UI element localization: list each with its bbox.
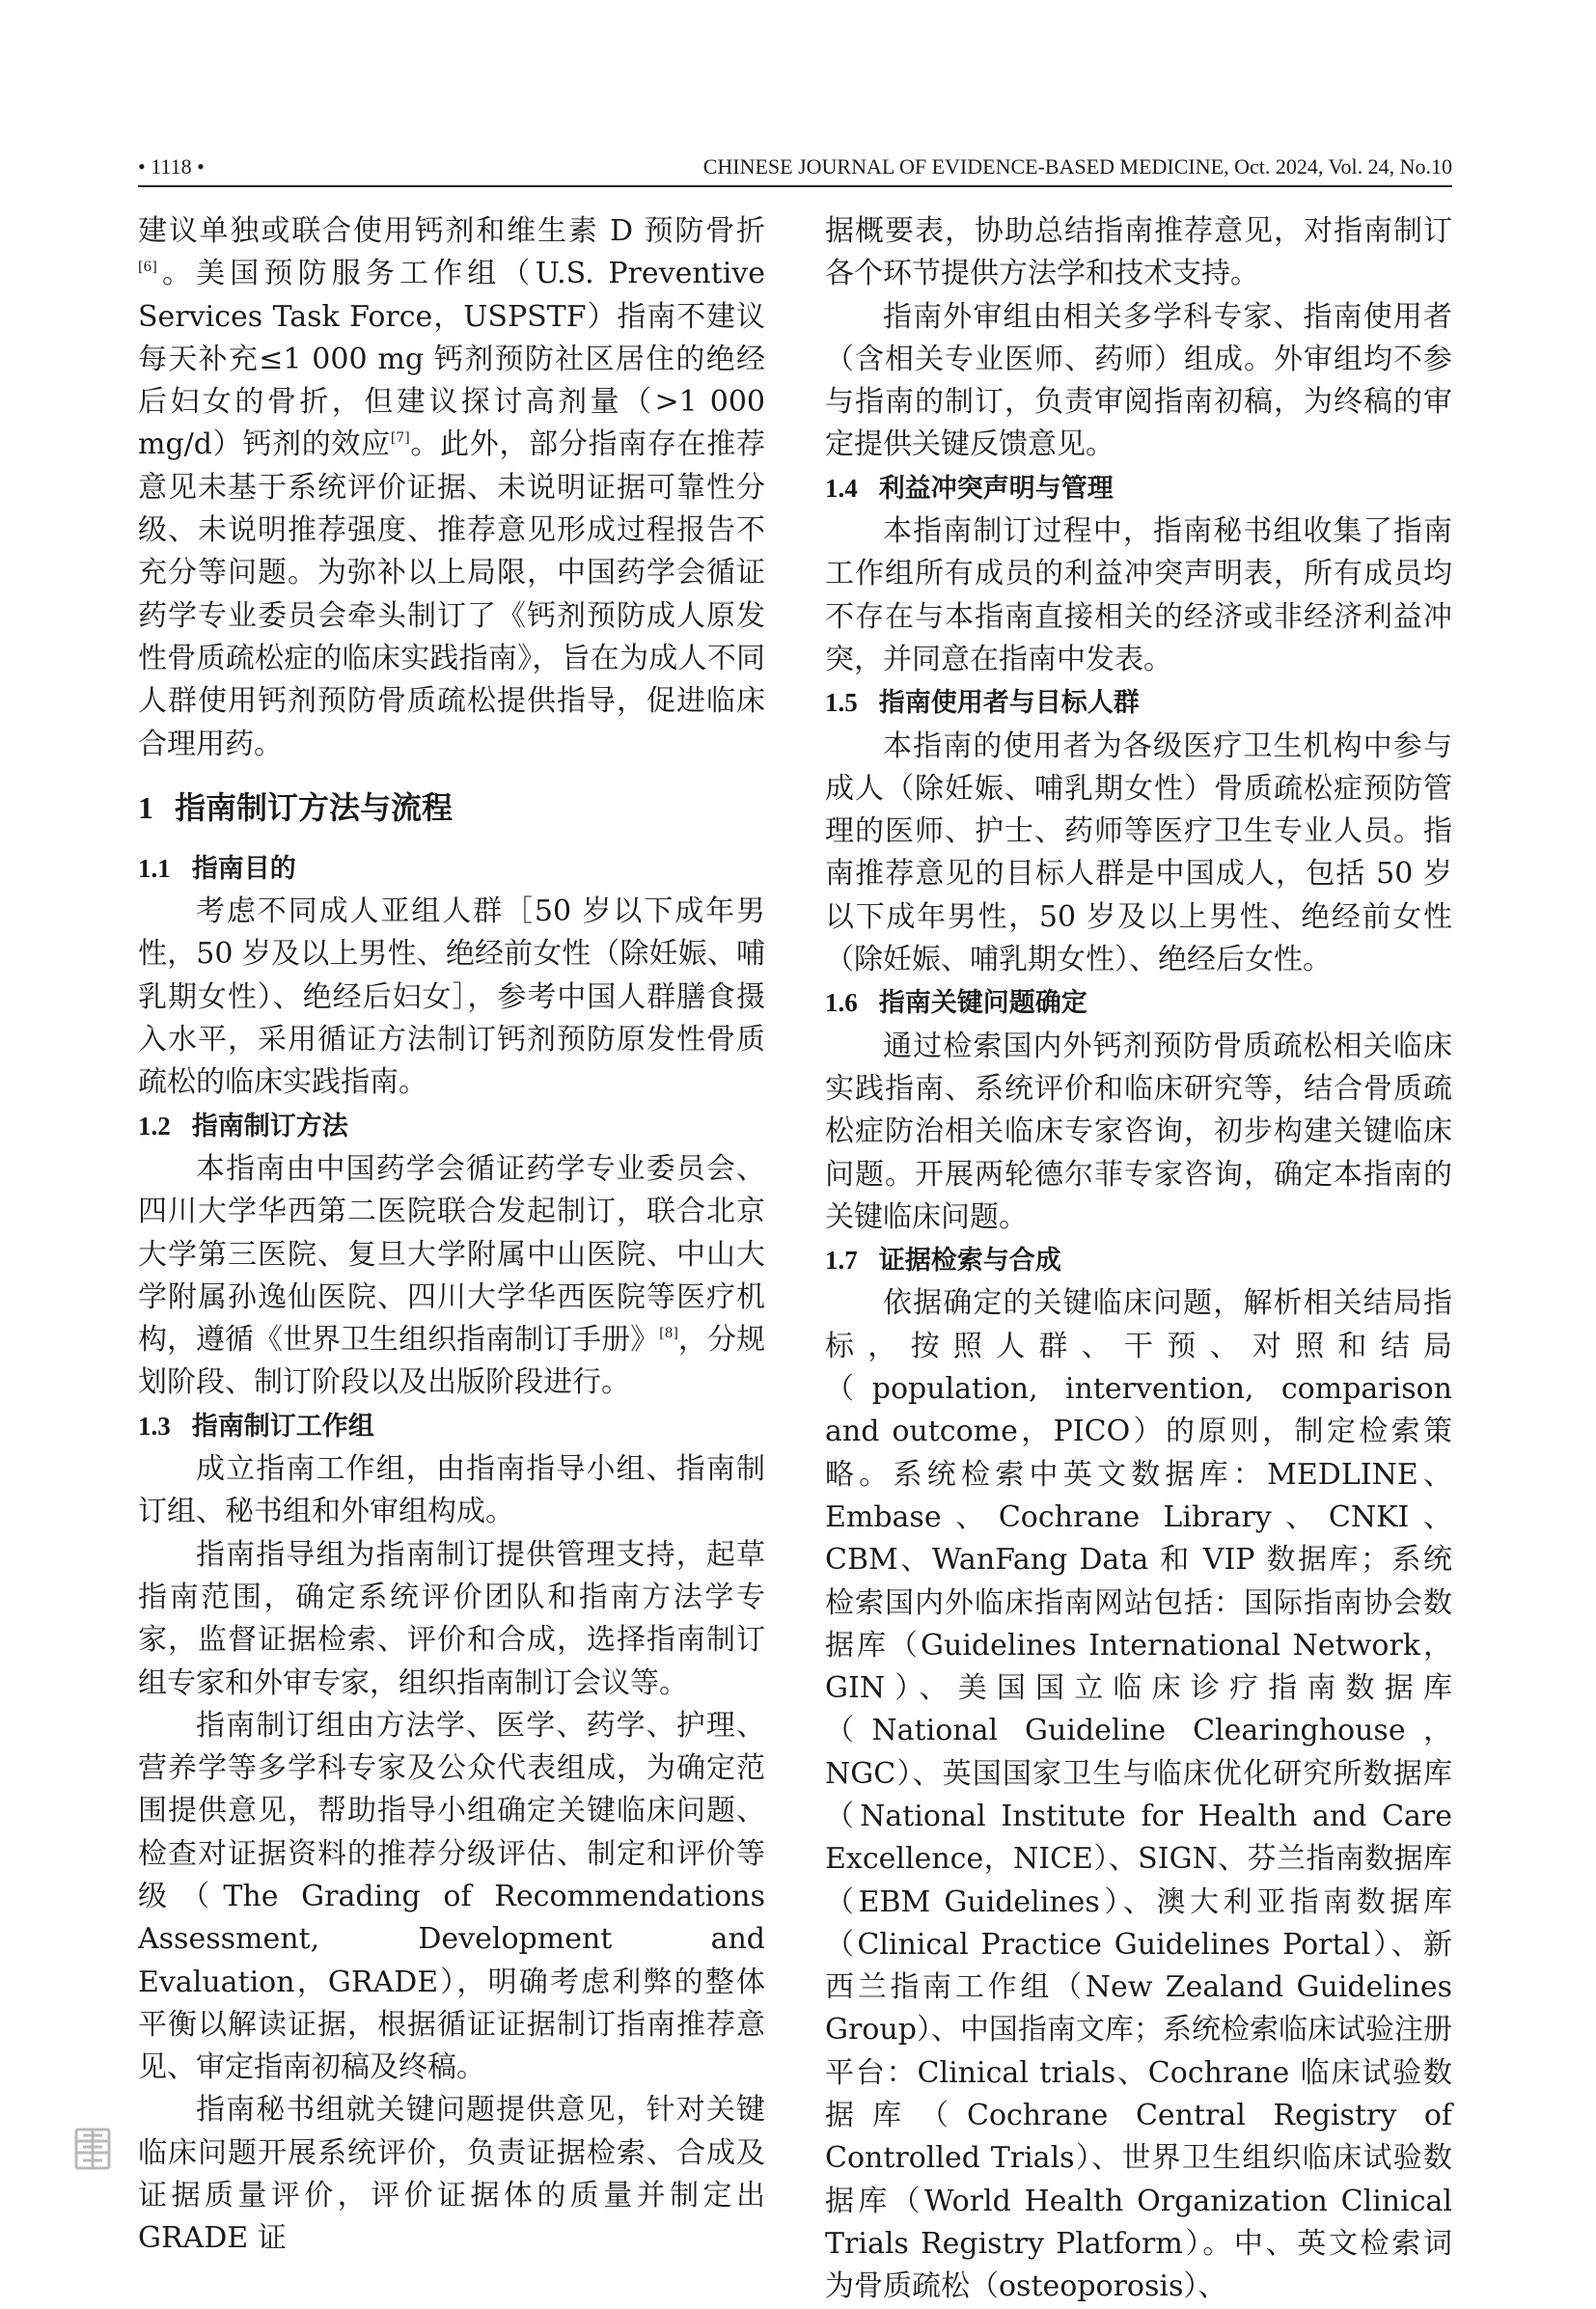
- section-heading-1-4: 1.4 利益冲突声明与管理: [825, 473, 1114, 504]
- left-column: [138, 210, 765, 2261]
- right-column: [825, 210, 1452, 2309]
- paragraph-1-3-d: 指南秘书组就关键问题提供意见，针对关键临床问题开展系统评价，负责证据检索、合成及证据质量评价，评价证据体的质量并制定出 GRADE 证: [138, 2093, 765, 2256]
- section-heading-1-6: 1.6 指南关键问题确定: [825, 988, 1087, 1019]
- paragraph-1-3-c: 指南制订组由方法学、医学、药学、护理、营养学等多学科专家及公众代表组成，为确定范围提供意见，帮助指导小组确定关键临床问题、检查对证据资料的推荐分级评估、制定和评价等级（The Grading of Recommendations Assessment, Development and Evaluation，GRADE），明确考虑利弊的整体平衡以解读证据，根据循证证据制订指南推荐意见、审定指南初稿及终稿。: [138, 1708, 765, 2085]
- citation-6[interactable]: [6]: [138, 260, 157, 276]
- citation-8[interactable]: [8]: [659, 1326, 678, 1342]
- paragraph-1-6: 通过检索国内外钙剂预防骨质疏松相关临床实践指南、系统评价和临床研究等，结合骨质疏松症防治相关临床专家咨询，初步构建关键临床问题。开展两轮德尔菲专家咨询，确定本指南的关键临床问题。: [825, 1029, 1452, 1234]
- running-header: [138, 152, 1452, 187]
- paragraph-1-7: 依据确定的关键临床问题，解析相关结局指标，按照人群、干预、对照和结局（population, intervention, comparison and outcome，PICO）的原则，制定检索策略。系统检索中英文数据库：MEDLINE、Embase、Cochrane Library、CNKI、CBM、WanFang Data 和 VIP 数据库；系统检索国内外临床指南网站包括：国际指南协会数据库（Guidelines International Network，GIN）、美国国立临床诊疗指南数据库（National Guideline Clearinghouse，NGC）、英国国家卫生与临床优化研究所数据库（National Institute for Health and Care Excellence，NICE）、SIGN、芬兰指南数据库（EBM Guidelines）、澳大利亚指南数据库（Clinical Practice Guidelines Portal）、新西兰指南工作组（New Zealand Guidelines Group）、中国指南文库；系统检索临床试验注册平台：Clinical trials、Cochrane 临床试验数据库（Cochrane Central Registry of Controlled Trials）、世界卫生组织临床试验数据库（World Health Organization Clinical Trials Registry Platform）。中、英文检索词为骨质疏松（osteoporosis）、: [825, 1286, 1452, 2304]
- paragraph-1-1: 考虑不同成人亚组人群［50 岁以下成年男性，50 岁及以上男性、绝经前女性（除妊娠、哺乳期女性）、绝经后妇女］，参考中国人群膳食摄入水平，采用循证方法制订钙剂预防原发性骨质疏松的临床实践指南。: [138, 894, 765, 1100]
- page-number: • 1118 •: [138, 154, 205, 179]
- section-heading-1-2: 1.2 指南制订方法: [138, 1111, 348, 1141]
- section-heading-1-3: 1.3 指南制订工作组: [138, 1411, 374, 1442]
- paragraph-1-4: 本指南制订过程中，指南秘书组收集了指南工作组所有成员的利益冲突声明表，所有成员均不存在与本指南直接相关的经济或非经济利益冲突，并同意在指南中发表。: [825, 514, 1452, 676]
- paragraph-external-review: 指南外审组由相关多学科专家、指南使用者（含相关专业医师、药师）组成。外审组均不参与指南的制订，负责审阅指南初稿，为终稿的审定提供关键反馈意见。: [825, 299, 1452, 462]
- paragraph-1-2: 本指南由中国药学会循证药学专业委员会、四川大学华西第二医院联合发起制订，联合北京大学第三医院、复旦大学附属中山医院、中山大学附属孙逸仙医院、四川大学华西医院等医疗机构，遵循《世界卫生组织指南制订手册》[8]，分规划阶段、制订阶段以及出版阶段进行。: [138, 1151, 766, 1400]
- journal-citation: CHINESE JOURNAL OF EVIDENCE-BASED MEDICINE, Oct. 2024, Vol. 24, No.10: [702, 154, 1452, 179]
- publisher-logo-icon: [73, 2127, 112, 2171]
- citation-7[interactable]: [7]: [390, 430, 410, 447]
- section-heading-1: 1 指南制订方法与流程: [138, 788, 454, 826]
- paragraph-1-3-b: 指南指导组为指南制订提供管理支持，起草指南范围，确定系统评价团队和指南方法学专家，监督证据检索、评价和合成，选择指南制订组专家和外审专家，组织指南制订会议等。: [138, 1537, 765, 1700]
- section-heading-1-7: 1.7 证据检索与合成: [825, 1246, 1061, 1277]
- section-heading-1-5: 1.5 指南使用者与目标人群: [825, 688, 1140, 719]
- section-heading-1-1: 1.1 指南目的: [138, 853, 296, 884]
- paragraph-1-5: 本指南的使用者为各级医疗卫生机构中参与成人（除妊娠、哺乳期女性）骨质疏松症预防管理的医师、护士、药师等医疗卫生专业人员。指南推荐意见的目标人群是中国成人，包括 50 岁以下成年男性，50 岁及以上男性、绝经前女性（除妊娠、哺乳期女性）、绝经后女性。: [825, 728, 1452, 977]
- paragraph-1-3-a: 成立指南工作组，由指南指导小组、指南制订组、秘书组和外审组构成。: [138, 1452, 765, 1529]
- paragraph-intro: 建议单独或联合使用钙剂和维生素 D 预防骨折[6]。美国预防服务工作组（U.S. Preventive Services Task Force，USPSTF）指南不建议每天补充≤1 000 mg 钙剂预防社区居住的绝经后妇女的骨折，但建议探讨高剂量（>1 000 mg/d）钙剂的效应[7]。此外，部分指南存在推荐意见未基于系统评价证据、未说明证据可靠性分级、未说明推荐强度、推荐意见形成过程报告不充分等问题。为弥补以上局限，中国药学会循证药学专业委员会牵头制订了《钙剂预防成人原发性骨质疏松症的临床实践指南》，旨在为成人不同人群使用钙剂预防骨质疏松提供指导，促进临床合理用药。: [138, 214, 766, 761]
- paragraph-continued: 据概要表，协助总结指南推荐意见，对指南制订各个环节提供方法学和技术支持。: [825, 214, 1452, 291]
